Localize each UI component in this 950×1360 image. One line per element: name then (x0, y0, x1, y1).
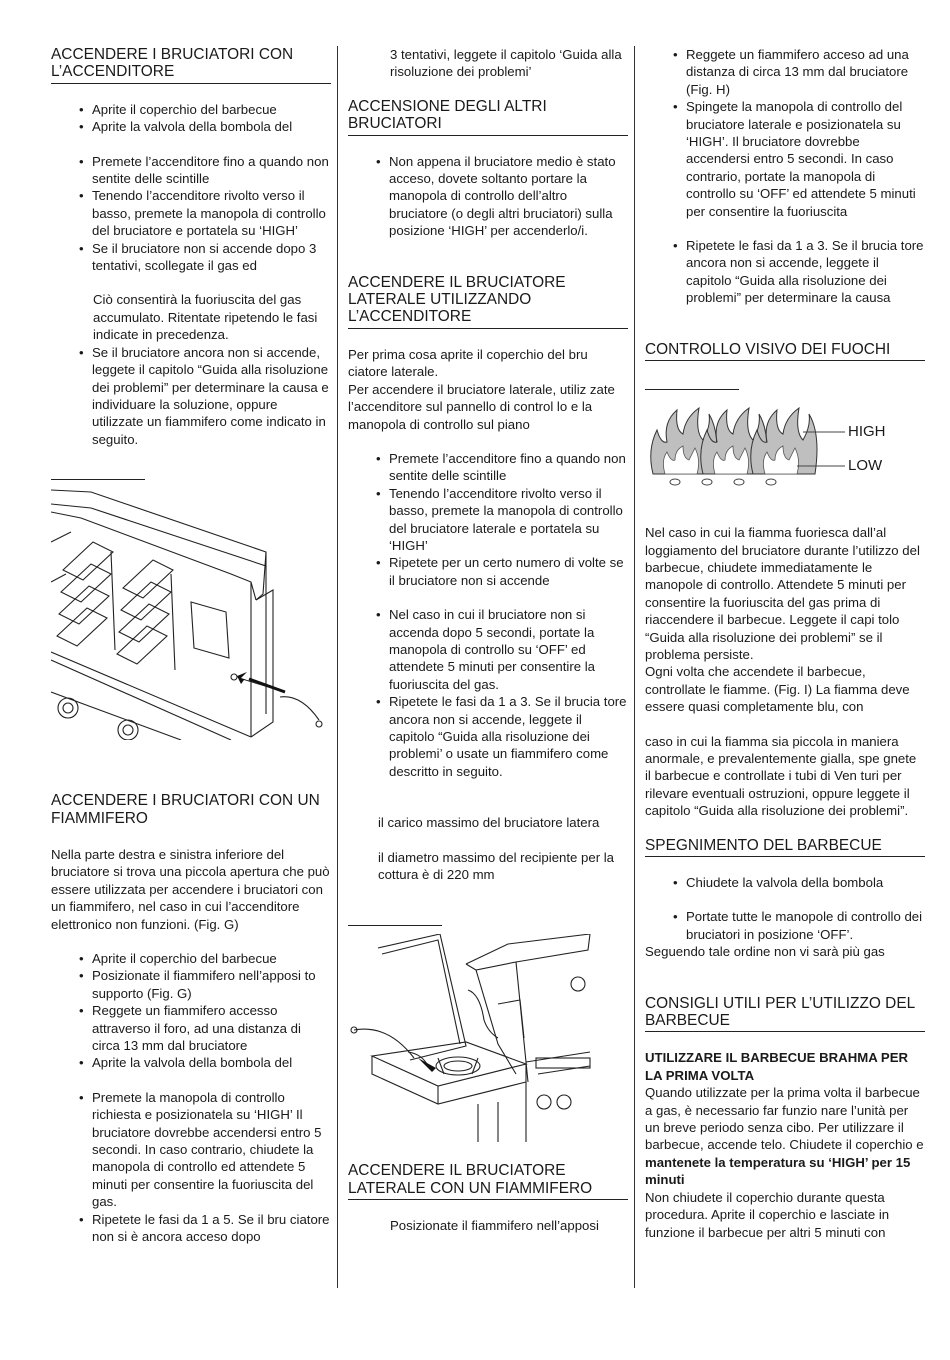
list-fiammifero-laterale (645, 46, 925, 220)
list-steps-2 (51, 153, 331, 275)
list-item: • Premete la manopola di controllo richiesta e posizionatela su ‘HIGH’ Il bruciatore dovrebbe accendersi entro 5 secondi. In caso contrario, chiudete la manopola di controllo ed attendete 5 minuti per consentire la fuoriuscita del gas. (79, 1089, 331, 1211)
list-item: • Aprite il coperchio del barbecue (79, 950, 331, 967)
list-spegnimento-1 (645, 874, 925, 891)
list-steps-3 (51, 344, 331, 448)
list-item: • Premete l’accenditore fino a quando non sentite delle scintille (79, 153, 331, 188)
list-item: • Premete l’accenditore fino a quando non sentite delle scintille (376, 450, 628, 485)
list-altri-bruciatori (348, 153, 628, 240)
grill-burner-illustration (51, 482, 331, 740)
list-item: • Se il bruciatore ancora non si accende, leggete il capitolo “Guida alla risoluzione dei problemi” per determinare la causa e individuare la soluzione, oppure utilizzate un fiammifero come indicato in seguito. (79, 344, 331, 448)
list-laterale-1 (348, 450, 628, 589)
list-item: • Aprite il coperchio del barbecue (79, 101, 331, 118)
list-item: • Ripetete le fasi da 1 a 3. Se il brucia tore ancora non si accende, leggete il capitolo “Guida alla risoluzione dei problemi” per determinare la causa (673, 237, 925, 307)
side-burner-illustration (348, 934, 628, 1142)
list-item: • Ripetete per un certo numero di volte se il bruciatore non si accende (376, 554, 628, 589)
column-divider-1 (337, 46, 338, 1288)
list-item: • Reggete un fiammifero accesso attraverso il foro, ad una distanza di circa 13 mm dal bruciatore (79, 1002, 331, 1054)
paragraph-posizionate: Posizionate il fiammifero nell’apposi (390, 1218, 599, 1234)
list-item: • Posizionate il fiammifero nell’apposi to supporto (Fig. G) (79, 967, 331, 1002)
list-ripetete (645, 237, 925, 307)
heading-accendere-accenditore: ACCENDERE I BRUCIATORI CON L’ACCENDITORE (51, 46, 331, 84)
paragraph-seguendo: Seguendo tale ordine non vi sarà più gas (645, 944, 885, 960)
paragraph-fiamma-gialla: caso in cui la fiamma sia piccola in maniera anormale, e prevalentemente gialla, spe gnete il barbecue e controllate i tubi di Ven turi per rilevare eventuali ostruzioni, oppure leggete il capitolo “Guida alla risoluzione dei problemi”. (645, 733, 917, 819)
subheading-prima-volta: UTILIZZARE IL BARBECUE BRAHMA PER LA PRIMA VOLTA (645, 1050, 909, 1083)
list-item: • Spingete la manopola di controllo del bruciatore laterale e posizionatela su ‘HIGH’. Il bruciatore dovrebbe accendersi entro 5 secondi. In caso contrario, portate la manopola di controllo su ‘OFF’ ed attendete 5 minuti per consentire la fuoriuscita (673, 98, 925, 220)
list-item: • Reggete un fiammifero acceso ad una distanza di circa 13 mm dal bruciatore (Fig. H) (673, 46, 925, 98)
list-item: • Se il bruciatore non si accende dopo 3 tentativi, scollegate il gas ed (79, 240, 331, 275)
heading-spegnimento: SPEGNIMENTO DEL BARBECUE (645, 837, 925, 857)
column-divider-2 (634, 46, 635, 1288)
flame-label-low: LOW (848, 457, 883, 475)
heading-bruciatore-laterale-accenditore: ACCENDERE IL BRUCIATORE LATERALE UTILIZZANDO L’ACCENDITORE (348, 274, 628, 329)
column-2 (348, 46, 628, 1235)
text-prima-volta-a: Quando utilizzate per la prima volta il barbecue a gas, è necessario far funzio nare l’unità per un breve periodo senza cibo. Per utilizzare il barbecue, accende telo. Chiudete il coperchio e (645, 1085, 924, 1153)
flame-diagram (645, 390, 925, 494)
list-item: • Tenendo l’accenditore rivolto verso il basso, premete la manopola di controllo del bruciatore laterale e portatela su ‘HIGH’ (376, 485, 628, 555)
heading-controllo-visivo: CONTROLLO VISIVO DEI FUOCHI (645, 341, 925, 361)
note-carico-massimo: il carico massimo del bruciatore latera (378, 815, 600, 831)
note-diametro-recipiente: il diametro massimo del recipiente per la cottura è di 220 mm (378, 849, 615, 883)
list-laterale-2 (348, 606, 628, 780)
list-steps-4 (51, 950, 331, 1072)
column-1 (51, 46, 331, 1245)
paragraph-bruciatore-laterale: Per prima cosa aprite il coperchio del bru ciatore laterale. Per accendere il bruciatore laterale, utiliz zate l’accenditore sul pannello di control lo e la manopola di controllo sul piano (348, 346, 615, 432)
flame-illustration (645, 390, 925, 494)
flame-label-high: HIGH (848, 423, 886, 441)
list-item: • Tenendo l’accenditore rivolto verso il basso, premete la manopola di controllo del bruciatore e portatela su ‘HIGH’ (79, 187, 331, 239)
column-3 (645, 46, 925, 1241)
heading-accendere-fiammifero: ACCENDERE I BRUCIATORI CON UN FIAMMIFERO (51, 792, 320, 827)
list-item: • Aprite la valvola della bombola del (79, 1054, 331, 1071)
list-item: • Portate tutte le manopole di controllo dei bruciatori in posizione ‘OFF’. (673, 908, 925, 943)
heading-consigli-utili: CONSIGLI UTILI PER L’UTILIZZO DEL BARBECUE (645, 995, 925, 1033)
list-item: • Non appena il bruciatore medio è stato acceso, dovete soltanto portare la manopola di controllo dell’altro bruciatore (o degli altri bruciatori) sulla posizione ‘HIGH’ per accenderlo/i. (376, 153, 628, 240)
list-item: • Ripetete le fasi da 1 a 5. Se il bru ciatore non si è ancora acceso dopo (79, 1211, 331, 1246)
list-item: • Ripetete le fasi da 1 a 3. Se il brucia tore ancora non si accende, leggete il capitolo “Guida alla risoluzione dei problemi’ o usate un fiammifero come descritto in seguito. (376, 693, 628, 780)
heading-altri-bruciatori: ACCENSIONE DEGLI ALTRI BRUCIATORI (348, 98, 628, 136)
paragraph-continuation: 3 tentativi, leggete il capitolo ‘Guida alla risoluzione dei problemi’ (390, 47, 622, 80)
heading-bruciatore-laterale-fiammifero: ACCENDERE IL BRUCIATORE LATERALE CON UN FIAMMIFERO (348, 1162, 628, 1200)
paragraph-prima-volta (645, 1084, 925, 1241)
text-prima-volta-c: Non chiudete il coperchio durante questa procedura. Aprite il coperchio e lasciate in funzione il barbecue per altri 5 minuti con (645, 1189, 890, 1240)
paragraph-apertura: Nella parte destra e sinistra inferiore del bruciatore si trova una piccola apertura che può essere utilizzata per accendere i bruciatori con un fiammifero, nel caso in cui l’accenditore elettronico non funzioni. (Fig. G) (51, 846, 330, 932)
list-item: • Nel caso in cui il bruciatore non si accenda dopo 5 secondi, portate la manopola di controllo su ‘OFF’ ed attendete 5 minuti per consentire la fuoriuscita del gas. (376, 606, 628, 693)
list-spegnimento-2 (645, 908, 925, 943)
list-steps-1 (51, 101, 331, 136)
list-item: • Chiudete la valvola della bombola (673, 874, 925, 891)
list-item: • Aprite la valvola della bombola del (79, 118, 331, 135)
paragraph-fiamma: Nel caso in cui la fiamma fuoriesca dall’al loggiamento del bruciatore durante l’utilizzo del barbecue, chiudete immediatamente le manopole di controllo. Attendete 5 minuti per consentire la fuoriuscita del gas prima di riaccendere il barbecue. Leggete il capi tolo “Guida alla risoluzione dei problemi” se il problema persiste. Ogni volta che accendete il barbecue, controllate le fiamme. (Fig. I) La fiamma deve essere quasi completamente blu, con (645, 525, 920, 715)
paragraph-gas-release: Ciò consentirà la fuoriuscita del gas accumulato. Ritentate ripetendo le fasi indicate in precedenza. (93, 292, 318, 343)
text-prima-volta-bold: mantenete la temperatura su ‘HIGH’ per 15 minuti (645, 1154, 911, 1188)
list-steps-5 (51, 1089, 331, 1246)
